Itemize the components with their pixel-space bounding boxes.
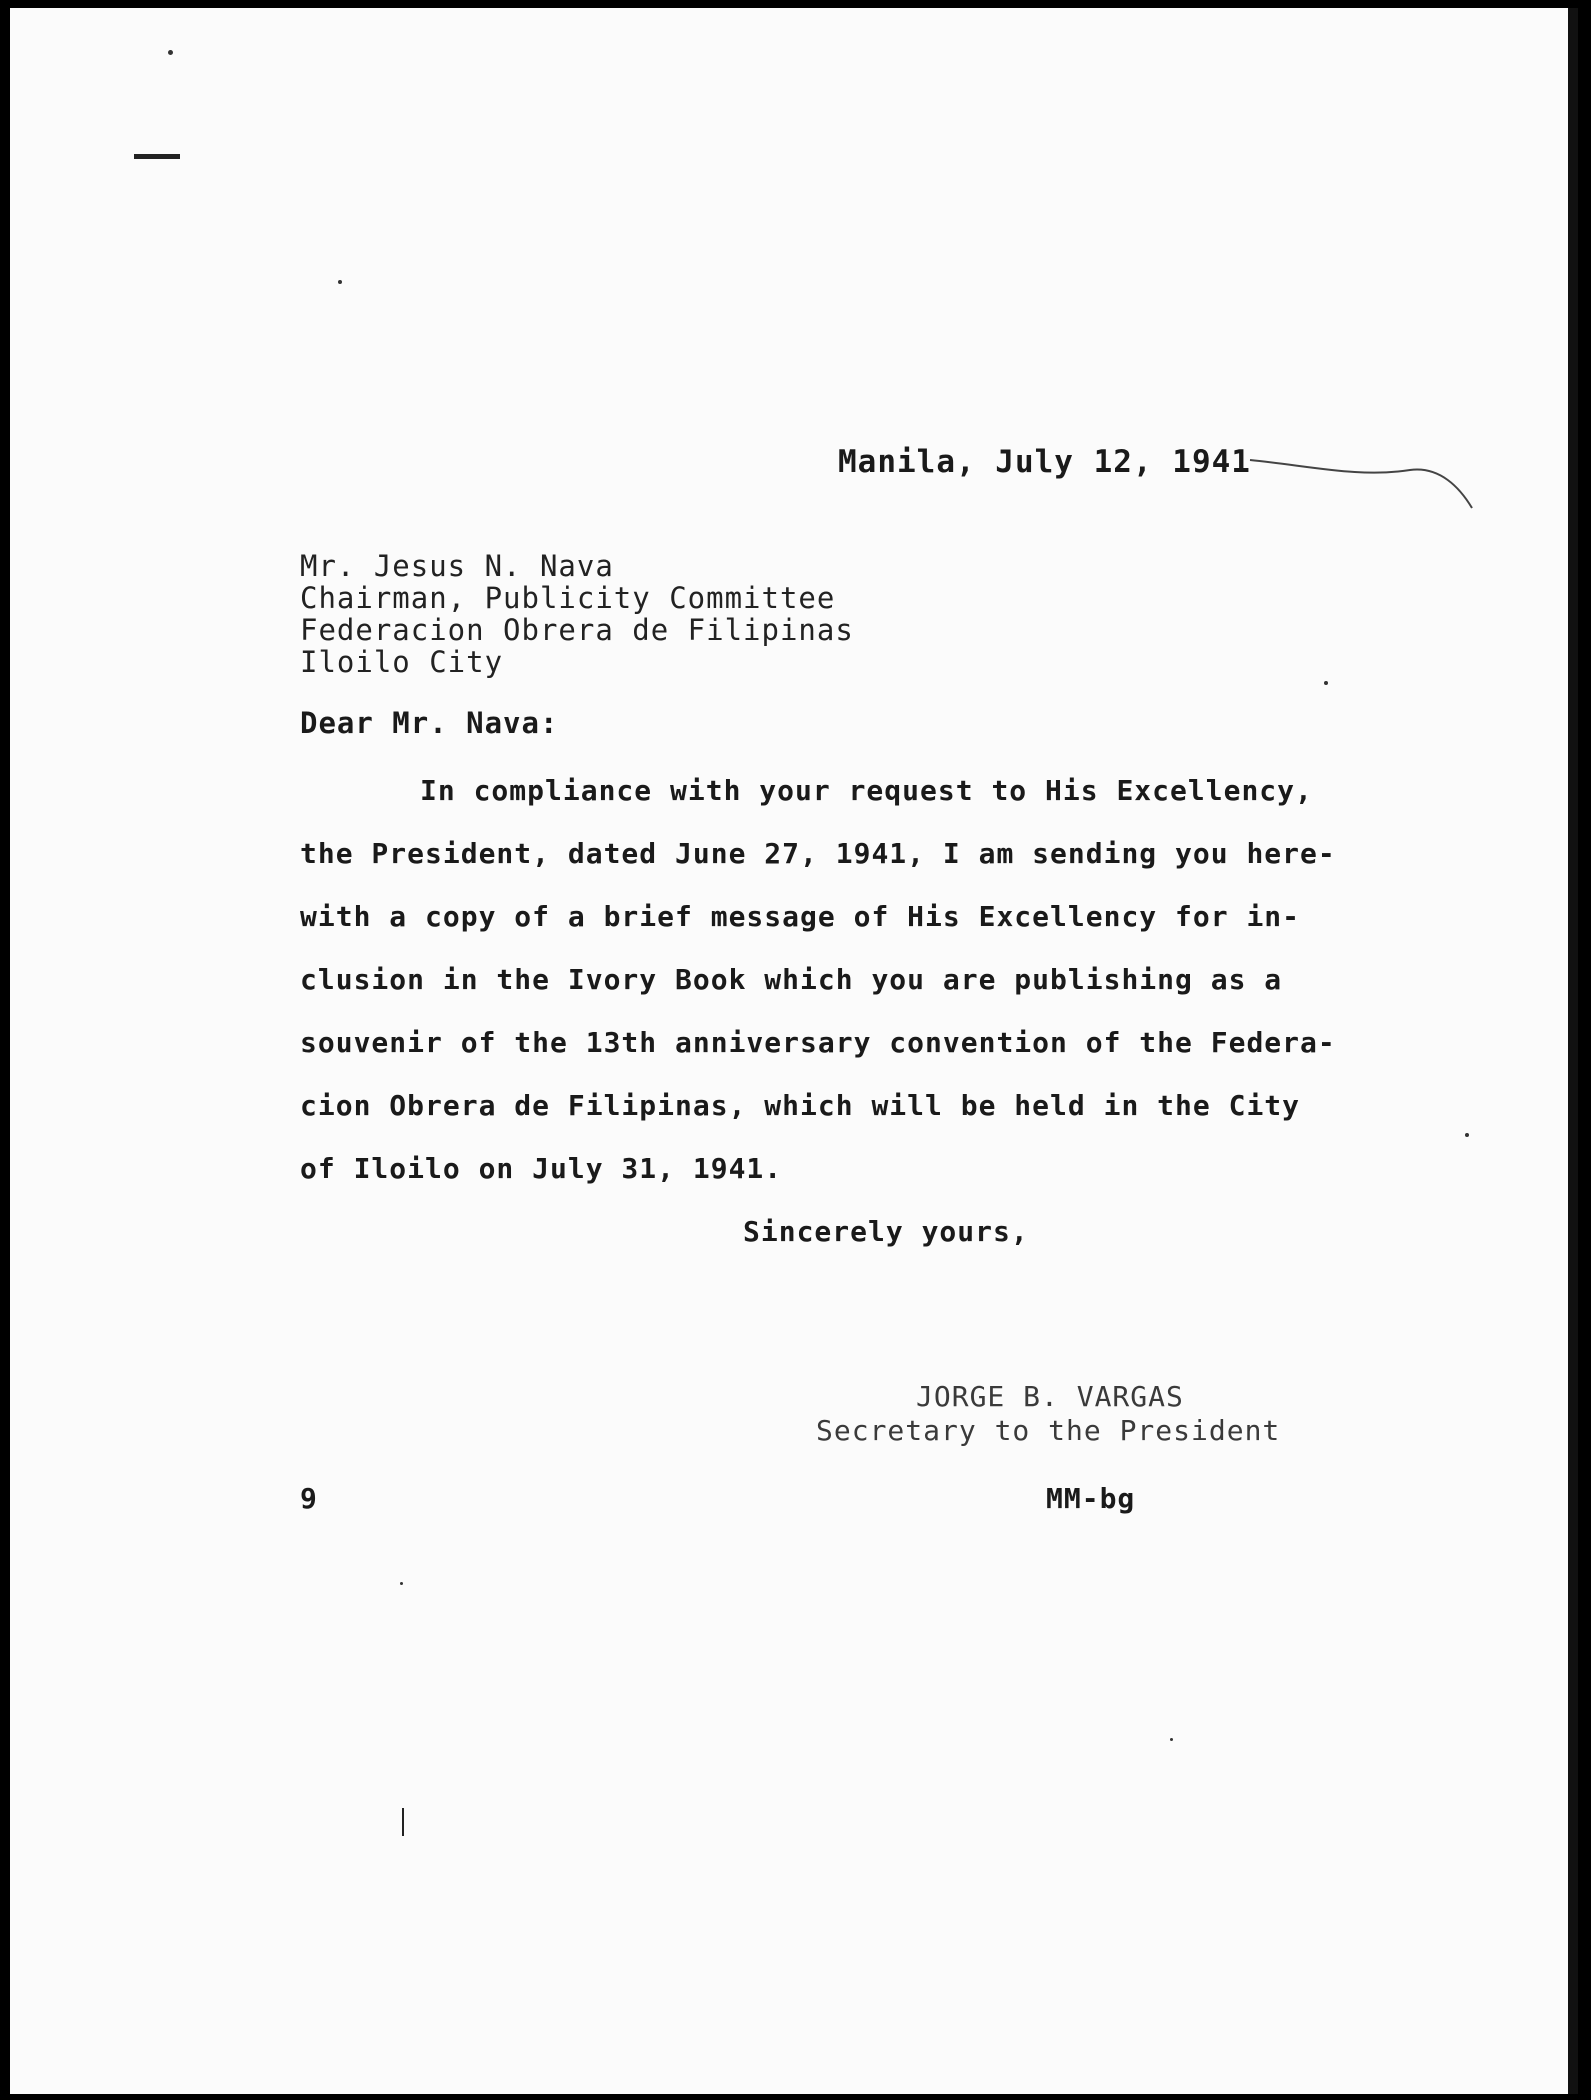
- signatory-name: JORGE B. VARGAS: [916, 1380, 1184, 1413]
- body-line: with a copy of a brief message of His Excellency for in-: [300, 900, 1301, 933]
- reference-initials: MM-bg: [1046, 1482, 1136, 1515]
- letter-page: [10, 8, 1578, 2094]
- body-line: clusion in the Ivory Book which you are publishing as a: [300, 963, 1283, 996]
- body-line: of Iloilo on July 31, 1941.: [300, 1152, 783, 1185]
- recipient-title: Chairman, Publicity Committee: [300, 581, 836, 615]
- recipient-city: Iloilo City: [300, 645, 504, 679]
- closing: Sincerely yours,: [743, 1215, 1029, 1248]
- body-line: In compliance with your request to His Excellency,: [420, 774, 1313, 807]
- recipient-name: Mr. Jesus N. Nava: [300, 549, 614, 583]
- file-number: 9: [300, 1482, 318, 1515]
- signatory-title: Secretary to the President: [816, 1414, 1281, 1447]
- body-line: cion Obrera de Filipinas, which will be held in the City: [300, 1089, 1301, 1122]
- body-line: souvenir of the 13th anniversary convention of the Federa-: [300, 1026, 1336, 1059]
- salutation: Dear Mr. Nava:: [300, 706, 559, 740]
- body-line: the President, dated June 27, 1941, I am sending you here-: [300, 837, 1336, 870]
- dateline: Manila, July 12, 1941: [838, 444, 1251, 480]
- recipient-organization: Federacion Obrera de Filipinas: [300, 613, 854, 647]
